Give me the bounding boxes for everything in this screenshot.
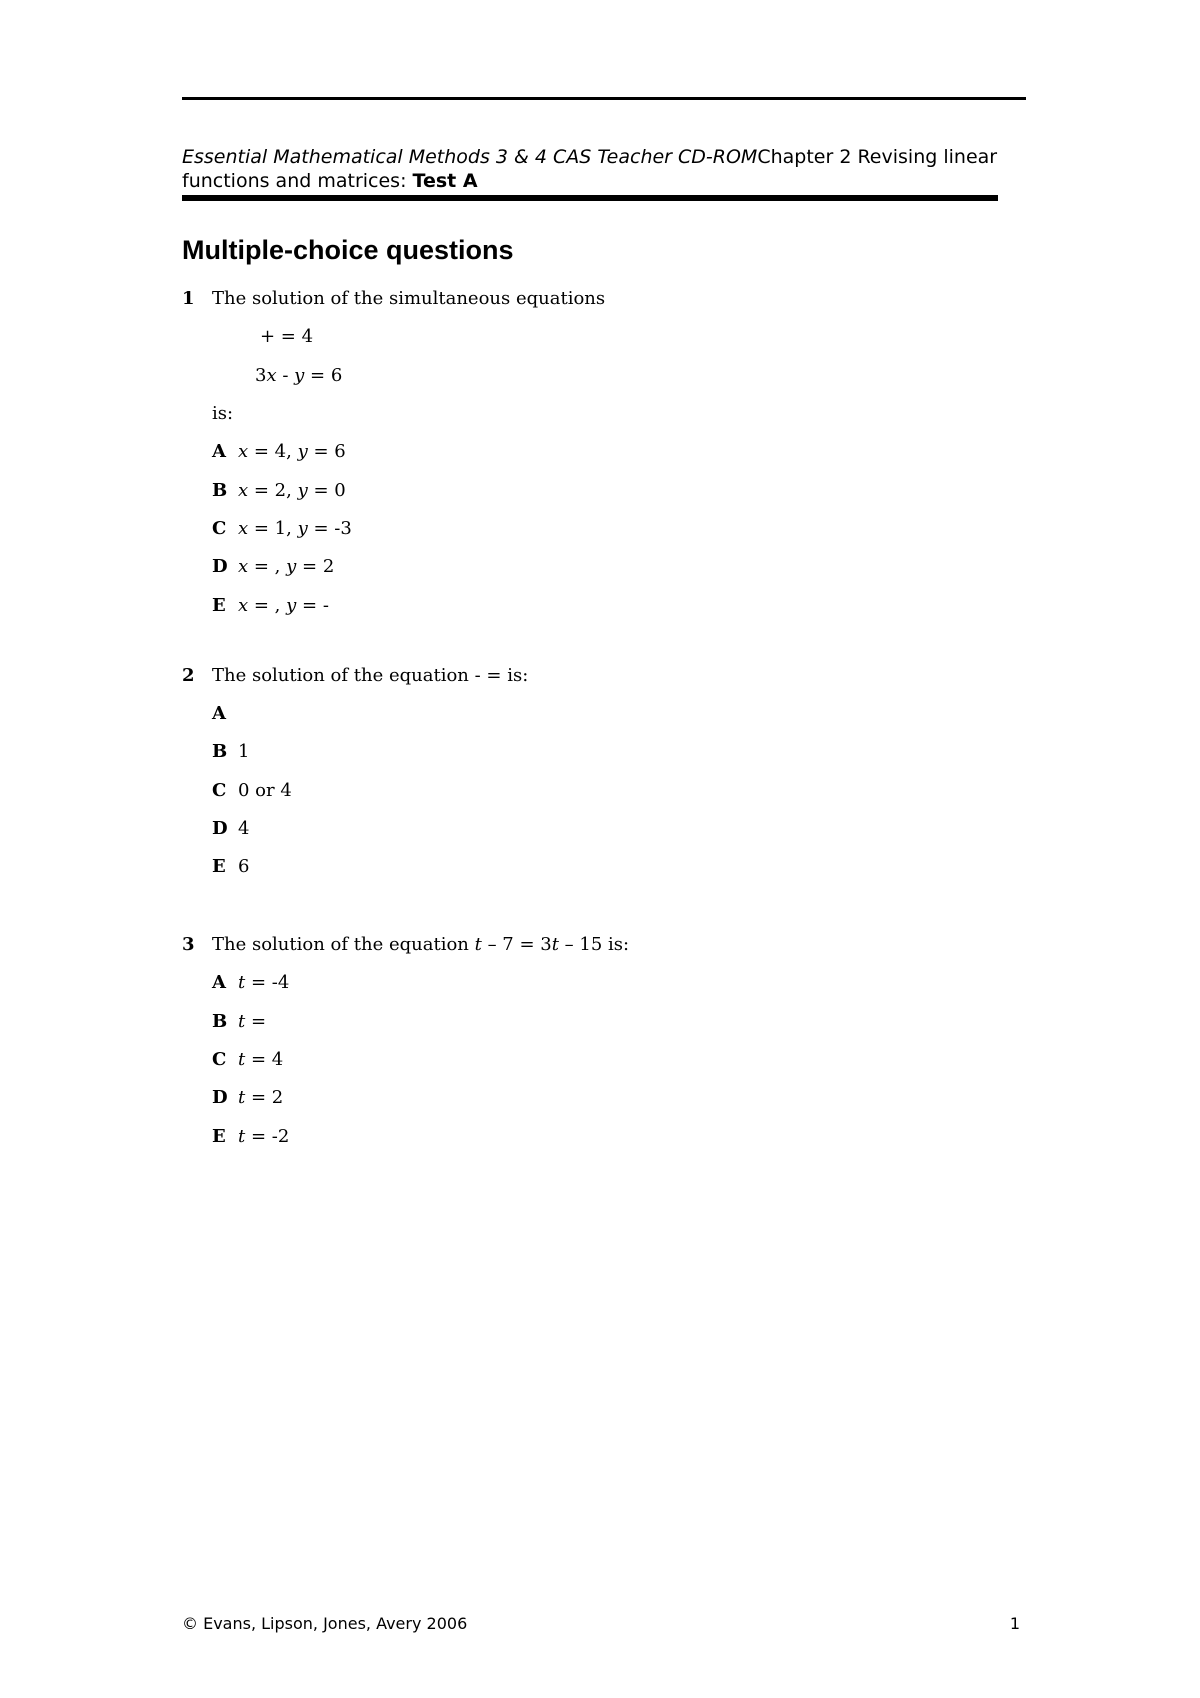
section-title: Multiple-choice questions: [182, 235, 514, 265]
option-2e: E 6: [212, 856, 250, 877]
option-1c: C x = 1, y = -3: [212, 518, 352, 539]
option-3c: C t = 4: [212, 1049, 284, 1070]
copyright-notice: © Evans, Lipson, Jones, Avery 2006: [182, 1614, 468, 1633]
header-top-rule: [182, 97, 1026, 100]
book-title: Essential Mathematical Methods 3 & 4 CAS Teacher CD-ROM: [182, 146, 758, 168]
question-1-trailer: is:: [212, 403, 234, 424]
question-2-stem: 2 The solution of the equation - = is:: [182, 665, 529, 686]
test-label: Test A: [412, 170, 478, 192]
option-2d: D 4: [212, 818, 250, 839]
page-number: 1: [1009, 1614, 1020, 1633]
question-1-stem: [182, 288, 605, 309]
option-2c: C 0 or 4: [212, 780, 292, 801]
option-2a: A: [212, 703, 226, 724]
option-1d: D x = , y = 2: [212, 556, 335, 577]
page-footer: [182, 1614, 1020, 1633]
page-header: [182, 145, 1012, 193]
option-2b: B 1: [212, 741, 250, 762]
option-1e: E x = , y = -: [212, 595, 329, 616]
option-3e: E t = -2: [212, 1126, 290, 1147]
question-number: 1: [182, 288, 195, 309]
question-text: The solution of the simultaneous equations: [212, 288, 606, 309]
option-1b: B x = 2, y = 0: [212, 480, 346, 501]
option-3a: A t = -4: [212, 972, 290, 993]
option-3d: D t = 2: [212, 1087, 284, 1108]
chapter-title: Chapter 2 Revising linear functions and matrices:: [182, 146, 998, 192]
option-1a: A x = 4, y = 6: [212, 441, 346, 462]
equation-2: 3x - y = 6: [255, 365, 343, 386]
question-3-stem: 3 The solution of the equation t – 7 = 3t – 15 is:: [182, 934, 630, 955]
header-bottom-rule: [182, 195, 998, 201]
equation-1: + = 4: [260, 326, 314, 347]
option-3b: B t =: [212, 1011, 267, 1032]
